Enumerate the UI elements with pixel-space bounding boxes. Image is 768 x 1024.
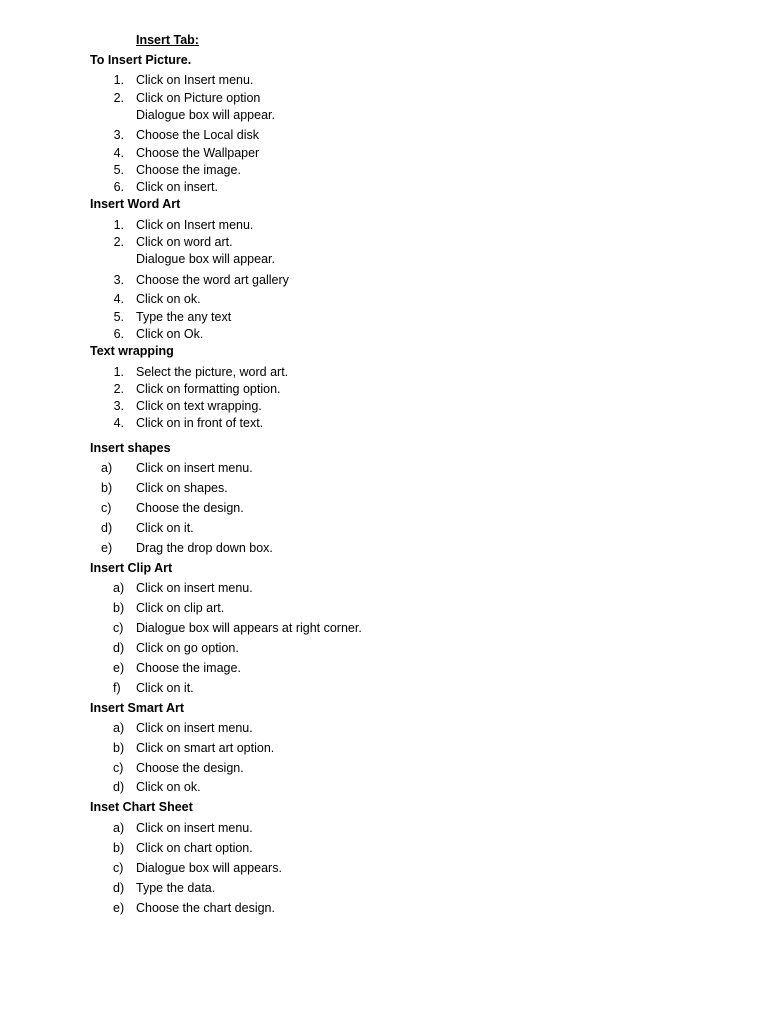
list-marker: b) bbox=[113, 741, 125, 755]
list-marker: e) bbox=[113, 661, 125, 675]
list-marker: c) bbox=[113, 861, 124, 875]
list-item: Click on clip art. bbox=[136, 601, 225, 615]
list-item: Choose the Local disk bbox=[136, 128, 259, 142]
list-marker: e) bbox=[101, 541, 113, 555]
list-item: Click on Insert menu. bbox=[136, 73, 254, 87]
list-marker: c) bbox=[113, 621, 124, 635]
list-item-continuation: Dialogue box will appear. bbox=[136, 252, 275, 266]
list-item: Dialogue box will appears at right corner. bbox=[136, 621, 362, 635]
list-item: Click on insert menu. bbox=[136, 821, 253, 835]
list-item: Click on Insert menu. bbox=[136, 218, 254, 232]
list-item-continuation: Dialogue box will appear. bbox=[136, 108, 275, 122]
list-marker: c) bbox=[101, 501, 112, 515]
list-marker: b) bbox=[101, 481, 113, 495]
list-marker: 1. bbox=[113, 365, 124, 379]
list-item: Click on smart art option. bbox=[136, 741, 275, 755]
list-item: Click on it. bbox=[136, 681, 194, 695]
list-item: Type the data. bbox=[136, 881, 216, 895]
list-item: Choose the chart design. bbox=[136, 901, 275, 915]
list-marker: d) bbox=[113, 641, 125, 655]
list-marker: 2. bbox=[113, 235, 124, 249]
list-marker: 2. bbox=[113, 382, 124, 396]
list-item: Click on ok. bbox=[136, 292, 201, 306]
list-item: Click on formatting option. bbox=[136, 382, 281, 396]
list-item: Drag the drop down box. bbox=[136, 541, 273, 555]
list-item: Dialogue box will appears. bbox=[136, 861, 282, 875]
list-marker: b) bbox=[113, 601, 125, 615]
list-marker: 2. bbox=[113, 91, 124, 105]
list-marker: 3. bbox=[113, 273, 124, 287]
section-heading-text-wrapping: Text wrapping bbox=[90, 344, 174, 358]
list-item: Choose the design. bbox=[136, 501, 244, 515]
list-marker: 6. bbox=[113, 327, 124, 341]
section-heading-insert-smart-art: Insert Smart Art bbox=[90, 701, 185, 715]
list-item: Click on Picture option bbox=[136, 91, 261, 105]
list-marker: 4. bbox=[113, 146, 124, 160]
list-marker: a) bbox=[101, 461, 113, 475]
list-item: Click on insert menu. bbox=[136, 721, 253, 735]
list-marker: b) bbox=[113, 841, 125, 855]
section-heading-insert-word-art: Insert Word Art bbox=[90, 197, 181, 211]
list-item: Click on go option. bbox=[136, 641, 239, 655]
list-marker: d) bbox=[113, 780, 125, 794]
list-marker: c) bbox=[113, 761, 124, 775]
page-title: Insert Tab: bbox=[136, 33, 199, 47]
section-heading-insert-picture: To Insert Picture. bbox=[90, 53, 192, 67]
list-item: Choose the image. bbox=[136, 163, 241, 177]
list-item: Choose the image. bbox=[136, 661, 241, 675]
list-marker: 3. bbox=[113, 128, 124, 142]
list-item: Choose the design. bbox=[136, 761, 244, 775]
list-marker: 6. bbox=[113, 180, 124, 194]
list-item: Click on ok. bbox=[136, 780, 201, 794]
list-marker: a) bbox=[113, 581, 125, 595]
list-marker: 1. bbox=[113, 73, 124, 87]
list-item: Choose the Wallpaper bbox=[136, 146, 260, 160]
section-heading-insert-clip-art: Insert Clip Art bbox=[90, 561, 173, 575]
list-item: Click on insert menu. bbox=[136, 461, 253, 475]
list-item: Select the picture, word art. bbox=[136, 365, 289, 379]
list-item: Click on shapes. bbox=[136, 481, 228, 495]
list-item: Click on chart option. bbox=[136, 841, 253, 855]
list-item: Click on insert menu. bbox=[136, 581, 253, 595]
list-marker: 1. bbox=[113, 218, 124, 232]
list-marker: d) bbox=[101, 521, 113, 535]
list-marker: 5. bbox=[113, 310, 124, 324]
list-item: Click on text wrapping. bbox=[136, 399, 262, 413]
list-marker: f) bbox=[113, 681, 121, 695]
list-item: Type the any text bbox=[136, 310, 232, 324]
list-marker: e) bbox=[113, 901, 125, 915]
list-item: Choose the word art gallery bbox=[136, 273, 289, 287]
list-marker: d) bbox=[113, 881, 125, 895]
list-item: Click on in front of text. bbox=[136, 416, 264, 430]
list-item: Click on Ok. bbox=[136, 327, 204, 341]
list-marker: 4. bbox=[113, 416, 124, 430]
list-marker: 5. bbox=[113, 163, 124, 177]
list-marker: 4. bbox=[113, 292, 124, 306]
section-heading-insert-shapes: Insert shapes bbox=[90, 441, 171, 455]
list-item: Click on insert. bbox=[136, 180, 218, 194]
list-item: Click on word art. bbox=[136, 235, 233, 249]
list-marker: 3. bbox=[113, 399, 124, 413]
section-heading-chart-sheet: Inset Chart Sheet bbox=[90, 800, 193, 814]
list-item: Click on it. bbox=[136, 521, 194, 535]
list-marker: a) bbox=[113, 721, 125, 735]
list-marker: a) bbox=[113, 821, 125, 835]
